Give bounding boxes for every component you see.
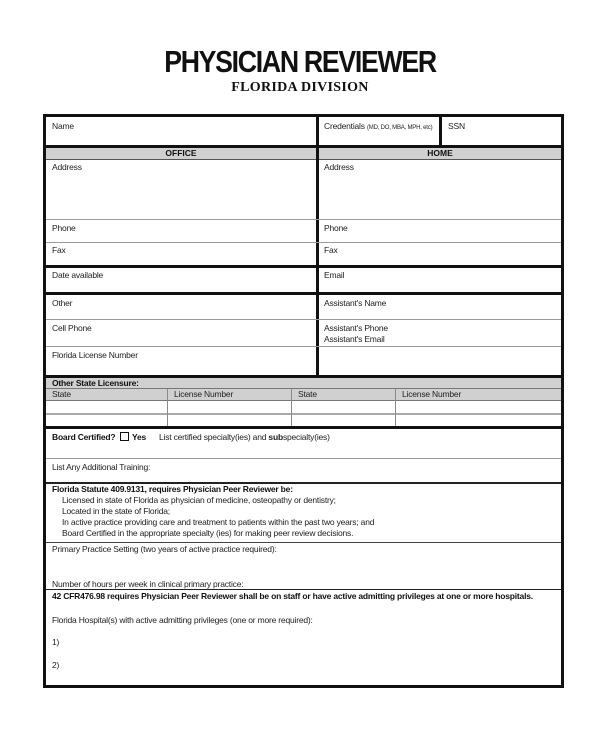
name-field[interactable]: [46, 117, 316, 145]
home-phone-label: Phone: [324, 223, 348, 233]
office-header: OFFICE: [165, 148, 197, 158]
licensure-col-state-1: State: [52, 389, 71, 399]
office-phone-field[interactable]: [46, 220, 316, 242]
florida-license-field[interactable]: [46, 347, 316, 375]
home-address-label: Address: [324, 162, 354, 172]
blank-cell: [319, 347, 561, 375]
specialty-label-prefix: List certified specialty(ies) and: [159, 432, 269, 442]
page-title: PHYSICIAN REVIEWER: [164, 44, 436, 79]
board-certified-question: Board Certified?: [52, 432, 116, 442]
practice-setting-field[interactable]: [46, 543, 561, 589]
reviewer-form: [43, 114, 564, 688]
practice-setting-label: Primary Practice Setting (two years of active practice required):: [52, 544, 277, 554]
ssn-field[interactable]: [442, 117, 561, 145]
license-row-1: [46, 401, 561, 413]
cell-phone-field[interactable]: [46, 320, 316, 346]
home-fax-field[interactable]: [319, 243, 561, 265]
credentials-label: [324, 121, 432, 131]
office-address-label: Address: [52, 162, 82, 172]
cfr-heading: 42 CFR476.98 requires Physician Peer Reviewer shall be on staff or have active admitting privileges at one or more hospitals.: [52, 591, 533, 601]
office-fax-label: Fax: [52, 245, 66, 255]
date-available-field[interactable]: [46, 268, 316, 292]
additional-training-field[interactable]: [46, 459, 561, 482]
statute-item: In active practice providing care and treatment to patients within the past two years; and: [62, 517, 375, 527]
licensure-title: Other State Licensure:: [52, 378, 139, 388]
hospitals-label: Florida Hospital(s) with active admitting privileges (one or more required):: [52, 615, 313, 625]
additional-training-label: List Any Additional Training:: [52, 462, 151, 472]
divider: [291, 389, 292, 427]
hours-per-week-label: Number of hours per week in clinical primary practice:: [52, 579, 244, 589]
licensure-col-state-2: State: [298, 389, 317, 399]
divider: [439, 117, 442, 145]
board-certified-row: [46, 429, 561, 458]
divider: [167, 389, 168, 427]
statute-item: Board Certified in the appropriate specialty (ies) for making peer review decisions.: [62, 528, 354, 538]
page-subtitle: FLORIDA DIVISION: [231, 80, 369, 95]
license-number-input[interactable]: [396, 401, 561, 413]
other-field[interactable]: [46, 295, 316, 319]
statute-item: Licensed in state of Florida as physician of medicine, osteopathy or dentistry;: [62, 495, 336, 505]
cell-phone-label: Cell Phone: [52, 323, 92, 333]
assistant-phone-label: Assistant's Phone: [324, 323, 388, 333]
assistant-email-label: Assistant's Email: [324, 334, 385, 344]
specialty-label: [159, 432, 330, 442]
ssn-label: SSN: [448, 121, 465, 131]
credentials-field[interactable]: [319, 117, 439, 145]
license-number-input[interactable]: [168, 401, 291, 413]
home-fax-label: Fax: [324, 245, 338, 255]
divider: [395, 389, 396, 427]
assistant-name-field[interactable]: [319, 295, 561, 319]
license-state-input[interactable]: [292, 401, 395, 413]
specialty-label-suffix: specialty(ies): [282, 432, 330, 442]
name-label: Name: [52, 121, 74, 131]
assistant-contact-field[interactable]: [319, 320, 561, 346]
statute-block: [46, 484, 561, 542]
email-label: Email: [324, 270, 345, 280]
email-field[interactable]: [319, 268, 561, 292]
cfr-block: [46, 590, 561, 685]
home-phone-field[interactable]: [319, 220, 561, 242]
home-header: HOME: [427, 148, 453, 158]
statute-item: Located in the state of Florida;: [62, 506, 170, 516]
florida-license-label: Florida License Number: [52, 350, 138, 360]
specialty-label-bold: sub: [268, 432, 283, 442]
hospital-item-1[interactable]: 1): [52, 637, 60, 647]
other-label: Other: [52, 298, 73, 308]
licensure-col-license-1: License Number: [174, 389, 234, 399]
hospital-item-2[interactable]: 2): [52, 660, 60, 670]
credentials-label-text: Credentials: [324, 121, 365, 131]
board-certified-checkbox[interactable]: [120, 432, 129, 441]
date-available-label: Date available: [52, 270, 104, 280]
licensure-col-license-2: License Number: [402, 389, 462, 399]
board-certified-yes-option[interactable]: [120, 432, 146, 442]
license-state-input[interactable]: [46, 401, 167, 413]
home-address-field[interactable]: [319, 160, 561, 219]
office-fax-field[interactable]: [46, 243, 316, 265]
office-phone-label: Phone: [52, 223, 76, 233]
statute-heading: Florida Statute 409.9131, requires Physician Peer Reviewer be:: [52, 484, 293, 494]
yes-label: Yes: [132, 432, 147, 442]
office-address-field[interactable]: [46, 160, 316, 219]
assistant-name-label: Assistant's Name: [324, 298, 387, 308]
credentials-hint: (MD, DO, MBA, MPH, etc): [366, 125, 433, 131]
divider: [316, 117, 319, 145]
